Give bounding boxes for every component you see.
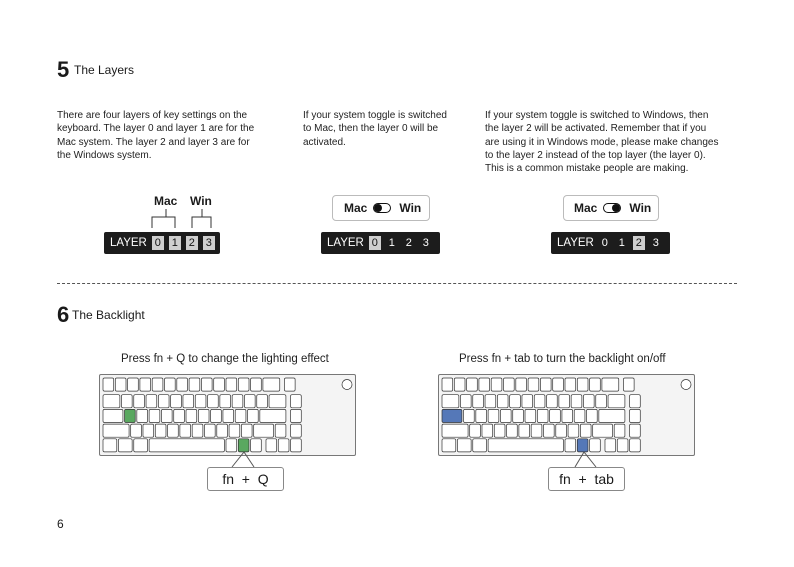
- layer-2: 2: [633, 236, 645, 250]
- keycap: [497, 395, 508, 408]
- keycap: [257, 395, 268, 408]
- keycap: [238, 378, 249, 391]
- keycap: [165, 378, 176, 391]
- keycap: [488, 439, 563, 452]
- keycap: [623, 378, 634, 391]
- keycap: [513, 409, 524, 422]
- keycap: [155, 424, 166, 437]
- keycap: [254, 424, 274, 437]
- keycap: [574, 409, 585, 422]
- keycap: [115, 378, 126, 391]
- fig2-win-label: Win: [399, 201, 422, 215]
- keycap: [457, 439, 471, 452]
- keycap: [630, 439, 641, 452]
- keycap: [596, 395, 607, 408]
- keycap: [186, 409, 197, 422]
- keycap: [531, 424, 542, 437]
- keycap: [562, 409, 573, 422]
- section-divider: [57, 283, 737, 284]
- keycap: [547, 395, 558, 408]
- win-bracket: [192, 209, 211, 228]
- keycap: [491, 378, 502, 391]
- keycap: [125, 409, 136, 422]
- keycap: [510, 395, 521, 408]
- keycap: [161, 409, 172, 422]
- section-5-number: 5: [57, 57, 70, 82]
- keycap: [195, 395, 206, 408]
- keycap: [278, 439, 289, 452]
- keycap: [128, 378, 139, 391]
- keycap: [599, 409, 625, 422]
- keycap: [470, 424, 481, 437]
- keycap: [593, 424, 613, 437]
- knob-icon: [342, 380, 352, 390]
- keycap: [168, 424, 179, 437]
- keycap: [134, 439, 148, 452]
- fig3-mac-label: Mac: [574, 201, 598, 215]
- keyboard-illustration-right: [438, 374, 695, 456]
- keycap: [103, 424, 129, 437]
- layer-3: 3: [203, 236, 215, 250]
- keycap: [269, 395, 286, 408]
- fig3-system-toggle: [563, 195, 659, 221]
- keycap: [217, 424, 228, 437]
- keycap: [608, 395, 625, 408]
- keycap: [467, 378, 478, 391]
- section-5-title: The Layers: [74, 63, 135, 77]
- page-number: 6: [57, 517, 64, 531]
- keycap: [223, 409, 234, 422]
- keycap: [103, 439, 117, 452]
- fig2-layer-bar: [321, 232, 440, 254]
- fn-tab-combo: fn + tab: [548, 467, 625, 491]
- keycap: [180, 424, 191, 437]
- keycap: [571, 395, 582, 408]
- keycap: [183, 395, 194, 408]
- layers-paragraph-3: If your system toggle is switched to Windows, then the layer 2 will be activated. Remember that if you are using it in Windows mode, please make changes to the layer 2 instead of the top layer (the layer 0). This is a common mistake people are making.: [485, 110, 719, 175]
- keycap: [229, 424, 240, 437]
- keycap: [260, 409, 286, 422]
- fig1-win-label: Win: [190, 194, 212, 208]
- layer-1: 1: [169, 236, 181, 250]
- keyboard-illustration-left: [99, 374, 356, 456]
- keycap: [131, 424, 142, 437]
- keycap: [192, 424, 203, 437]
- layers-paragraph-1: There are four layers of key settings on the keyboard. The layer 0 and layer 1 are for the Mac system. The layer 2 and layer 3 are for the Windows system.: [57, 110, 255, 161]
- keycap: [251, 439, 262, 452]
- fig3-layer-bar: [551, 232, 670, 254]
- keycap: [177, 378, 188, 391]
- keycap: [460, 395, 471, 408]
- keycap: [284, 378, 295, 391]
- keycap: [208, 395, 219, 408]
- keycap: [568, 424, 579, 437]
- keycap: [103, 395, 120, 408]
- layer-1: 1: [618, 237, 625, 249]
- keycap: [583, 395, 594, 408]
- keycap: [291, 439, 302, 452]
- keycap: [198, 409, 209, 422]
- keycap: [565, 439, 576, 452]
- keycap: [103, 378, 114, 391]
- keycap: [590, 439, 601, 452]
- keycap: [454, 378, 465, 391]
- keycap: [587, 409, 598, 422]
- keycap: [488, 409, 499, 422]
- layer-0: 0: [369, 236, 381, 250]
- keycap: [171, 395, 182, 408]
- keycap: [291, 409, 302, 422]
- layer-1: 1: [388, 237, 395, 249]
- keycap: [291, 424, 302, 437]
- keycap: [226, 378, 237, 391]
- keycap: [235, 409, 246, 422]
- keycap: [143, 424, 154, 437]
- fig1-layer-bar: [104, 232, 220, 254]
- keycap: [630, 395, 641, 408]
- keycap: [204, 424, 215, 437]
- keycap: [442, 439, 456, 452]
- keycap: [485, 395, 496, 408]
- keycap: [442, 409, 462, 422]
- keycap: [537, 409, 548, 422]
- mac-bracket: [152, 209, 175, 228]
- keycap: [577, 439, 588, 452]
- keycap: [580, 424, 591, 437]
- keycap: [540, 378, 551, 391]
- keycap: [232, 395, 243, 408]
- keycap: [534, 395, 545, 408]
- keycap: [602, 378, 619, 391]
- keycap: [553, 378, 564, 391]
- layer-2: 2: [186, 236, 198, 250]
- keycap: [241, 424, 252, 437]
- keycap: [525, 409, 536, 422]
- keycap: [238, 439, 249, 452]
- toggle-switch-icon: [373, 203, 391, 213]
- toggle-switch-icon: [603, 203, 621, 213]
- fig2-mac-label: Mac: [344, 201, 368, 215]
- left-caption: Press fn + Q to change the lighting effect: [121, 353, 329, 365]
- keycap: [482, 424, 493, 437]
- keycap: [528, 378, 539, 391]
- keycap: [500, 409, 511, 422]
- layer-3: 3: [652, 237, 659, 249]
- layers-paragraph-2: If your system toggle is switched to Mac, then the layer 0 will be activated.: [303, 110, 447, 148]
- keycap: [577, 378, 588, 391]
- keycap: [556, 424, 567, 437]
- fig3-win-label: Win: [629, 201, 652, 215]
- keycap: [211, 409, 222, 422]
- keycap: [516, 378, 527, 391]
- left-pointer-line: [220, 452, 260, 468]
- keycap: [464, 409, 475, 422]
- keycap: [140, 378, 151, 391]
- section-6-title: The Backlight: [72, 308, 145, 322]
- layer-0: 0: [601, 237, 608, 249]
- fig1-mac-label: Mac: [154, 194, 178, 208]
- keycap: [479, 378, 490, 391]
- keycap: [118, 439, 132, 452]
- layer-label: LAYER: [327, 237, 364, 249]
- keycap: [137, 409, 148, 422]
- layer-0: 0: [152, 236, 164, 250]
- keycap: [565, 378, 576, 391]
- keycap: [121, 395, 132, 408]
- keycap: [214, 378, 225, 391]
- keycap: [605, 439, 616, 452]
- keycap: [189, 378, 200, 391]
- keycap: [149, 439, 224, 452]
- keycap: [519, 424, 530, 437]
- keycap: [442, 395, 459, 408]
- keycap: [507, 424, 518, 437]
- keycap: [543, 424, 554, 437]
- keycap: [103, 409, 123, 422]
- keycap: [158, 395, 169, 408]
- keycap: [494, 424, 505, 437]
- keycap: [630, 409, 641, 422]
- keycap: [476, 409, 487, 422]
- keycap: [134, 395, 145, 408]
- keycap: [248, 409, 259, 422]
- keycap: [146, 395, 157, 408]
- keycap: [590, 378, 601, 391]
- keycap: [522, 395, 533, 408]
- keycap: [473, 439, 487, 452]
- keycap: [226, 439, 237, 452]
- keycap: [149, 409, 160, 422]
- keycap: [152, 378, 163, 391]
- keycap: [251, 378, 262, 391]
- keycap: [291, 395, 302, 408]
- section-6-number: 6: [57, 302, 70, 327]
- right-pointer-line: [565, 452, 605, 468]
- keycap: [201, 378, 212, 391]
- layer-label: LAYER: [557, 237, 594, 249]
- keycap: [263, 378, 280, 391]
- keycap: [630, 424, 641, 437]
- keycap: [614, 424, 625, 437]
- layer-2: 2: [405, 237, 412, 249]
- keycap: [174, 409, 185, 422]
- fig2-system-toggle: [332, 195, 430, 221]
- keycap: [504, 378, 515, 391]
- layer-label: LAYER: [110, 237, 147, 249]
- keycap: [550, 409, 561, 422]
- keycap: [275, 424, 286, 437]
- keycap: [266, 439, 277, 452]
- keycap: [442, 378, 453, 391]
- keycap: [442, 424, 468, 437]
- right-caption: Press fn + tab to turn the backlight on/off: [459, 353, 666, 365]
- keycap: [617, 439, 628, 452]
- keycap: [473, 395, 484, 408]
- keycap: [244, 395, 255, 408]
- keycap: [220, 395, 231, 408]
- fn-q-combo: fn + Q: [207, 467, 284, 491]
- keycap: [559, 395, 570, 408]
- layer-3: 3: [422, 237, 429, 249]
- knob-icon: [681, 380, 691, 390]
